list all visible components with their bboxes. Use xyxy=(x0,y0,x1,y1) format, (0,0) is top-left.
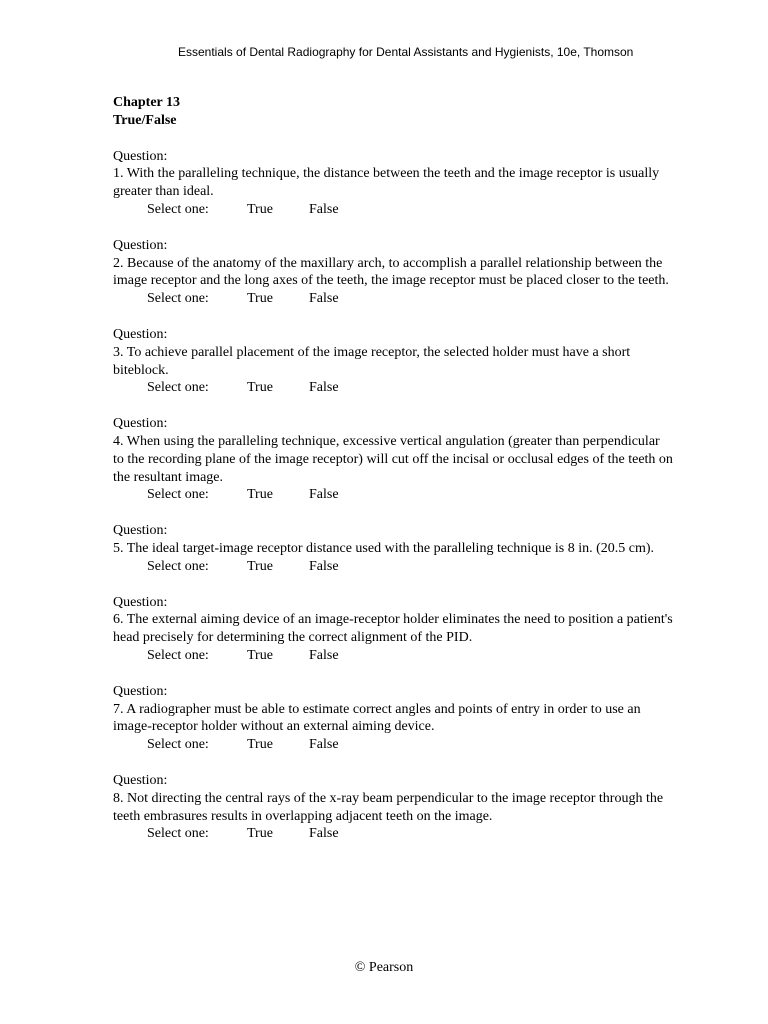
option-false[interactable]: False xyxy=(309,380,339,396)
answer-options xyxy=(113,825,673,843)
question-label: Question: xyxy=(113,594,168,610)
answer-options xyxy=(113,486,673,504)
question-item xyxy=(113,772,673,843)
question-text: 8. Not directing the central rays of the x-ray beam perpendicular to the image receptor through the teeth embrasures results in overlapping adjacent teeth on the image. xyxy=(113,790,664,824)
question-item xyxy=(113,415,673,504)
select-one-label: Select one: xyxy=(147,380,209,396)
page-header: Essentials of Dental Radiography for Dental Assistants and Hygienists, 10e, Thomson xyxy=(178,45,634,59)
chapter-title: Chapter 13 xyxy=(113,95,181,110)
question-text: 4. When using the paralleling technique, excessive vertical angulation (greater than perpendicular to the recording plane of the image receptor) will cut off the incisal or occlusal edges of the teeth on the resultant image. xyxy=(113,433,673,485)
option-true[interactable]: True xyxy=(247,737,273,753)
answer-options xyxy=(113,379,673,397)
question-item xyxy=(113,683,673,754)
select-one-label: Select one: xyxy=(147,558,209,574)
question-text: 2. Because of the anatomy of the maxillary arch, to accomplish a parallel relationship between the image receptor and the long axes of the teeth, the image receptor must be placed closer to the teeth. xyxy=(113,255,669,289)
select-one-label: Select one: xyxy=(147,737,209,753)
option-false[interactable]: False xyxy=(309,487,339,503)
option-false[interactable]: False xyxy=(309,647,339,663)
answer-options xyxy=(113,558,673,576)
page-footer: © Pearson xyxy=(354,960,414,975)
option-true[interactable]: True xyxy=(247,291,273,307)
select-one-label: Select one: xyxy=(147,487,209,503)
answer-options xyxy=(113,647,673,665)
question-label: Question: xyxy=(113,148,168,164)
question-text: 5. The ideal target-image receptor distance used with the paralleling technique is 8 in. (20.5 cm). xyxy=(113,540,655,556)
option-true[interactable]: True xyxy=(247,826,273,842)
select-one-label: Select one: xyxy=(147,647,209,663)
option-false[interactable]: False xyxy=(309,558,339,574)
option-false[interactable]: False xyxy=(309,291,339,307)
question-item xyxy=(113,237,673,308)
question-text: 6. The external aiming device of an image-receptor holder eliminates the need to position a patient's head precisely for determining the correct alignment of the PID. xyxy=(113,612,673,646)
option-false[interactable]: False xyxy=(309,201,339,217)
question-label: Question: xyxy=(113,416,168,432)
section-title: True/False xyxy=(113,112,177,128)
question-label: Question: xyxy=(113,523,168,539)
select-one-label: Select one: xyxy=(147,291,209,307)
option-true[interactable]: True xyxy=(247,380,273,396)
question-item xyxy=(113,148,673,219)
answer-options xyxy=(113,736,673,754)
question-item xyxy=(113,594,673,665)
question-label: Question: xyxy=(113,683,168,699)
question-text: 1. With the paralleling technique, the distance between the teeth and the image receptor is usually greater than ideal. xyxy=(113,166,660,200)
select-one-label: Select one: xyxy=(147,826,209,842)
question-label: Question: xyxy=(113,237,168,253)
option-true[interactable]: True xyxy=(247,487,273,503)
select-one-label: Select one: xyxy=(147,201,209,217)
option-true[interactable]: True xyxy=(247,201,273,217)
option-false[interactable]: False xyxy=(309,737,339,753)
answer-options xyxy=(113,201,673,219)
option-true[interactable]: True xyxy=(247,558,273,574)
question-label: Question: xyxy=(113,326,168,342)
question-item xyxy=(113,326,673,397)
option-false[interactable]: False xyxy=(309,826,339,842)
question-text: 3. To achieve parallel placement of the image receptor, the selected holder must have a short biteblock. xyxy=(113,344,631,378)
question-text: 7. A radiographer must be able to estimate correct angles and points of entry in order to use an image-receptor holder without an external aiming device. xyxy=(113,701,641,735)
option-true[interactable]: True xyxy=(247,647,273,663)
answer-options xyxy=(113,290,673,308)
document-body xyxy=(113,94,673,861)
question-label: Question: xyxy=(113,772,168,788)
question-item xyxy=(113,522,673,575)
